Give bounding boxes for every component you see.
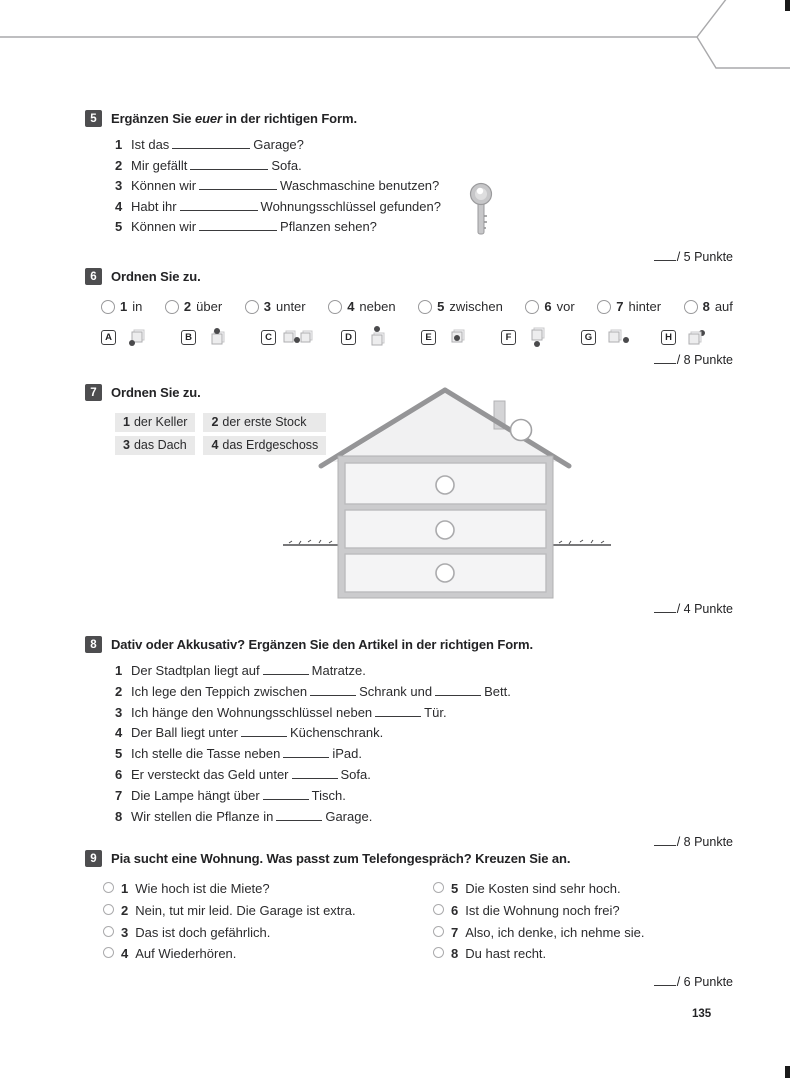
exercise-9 <box>85 850 733 989</box>
preposition-option <box>597 299 661 314</box>
picture-letter: D <box>341 330 356 345</box>
item-number: 2 <box>121 902 129 918</box>
item-number: 7 <box>451 924 459 940</box>
chip-label: der Keller <box>133 415 188 429</box>
points-label: / 8 Punkte <box>676 835 733 850</box>
preposition-pictures <box>101 326 733 348</box>
preposition-option <box>418 299 503 314</box>
answer-radio[interactable] <box>684 300 698 314</box>
item-text: Das ist doch gefährlich. <box>135 924 271 940</box>
picture-item <box>261 326 314 348</box>
cube-ball-hinter-icon <box>680 326 714 348</box>
answer-blank[interactable] <box>263 788 309 800</box>
page-number: 135 <box>692 1008 712 1020</box>
chip-number: 1 <box>123 415 130 429</box>
preposition-option <box>328 299 395 314</box>
chip-number: 2 <box>211 415 219 429</box>
item-text: Mir gefällt Sofa. <box>131 157 302 173</box>
score-blank[interactable] <box>654 835 676 846</box>
item-text: Ich stelle die Tasse neben iPad. <box>131 746 363 762</box>
option-label: neben <box>359 299 396 314</box>
answer-blank[interactable] <box>276 809 322 821</box>
answer-circle-dach[interactable] <box>511 420 532 441</box>
cube-ball-neben-icon <box>600 326 634 348</box>
item-text: Wir stellen die Pflanze in Garage. <box>131 808 373 824</box>
item-number: 4 <box>115 198 123 214</box>
item-number: 3 <box>115 178 123 193</box>
item-number: 6 <box>115 766 123 782</box>
exercise-title: Dativ oder Akkusativ? Ergänzen Sie den Artikel in der richtigen Form. <box>111 637 533 652</box>
item-text: Ist das Garage? <box>131 137 304 152</box>
picture-letter: G <box>581 330 596 345</box>
picture-letter: B <box>181 330 196 345</box>
floor-label-chip <box>115 413 195 432</box>
cube-ball-ueber-icon <box>360 326 394 348</box>
choice-item <box>433 922 644 944</box>
item-number: 5 <box>115 219 123 234</box>
item-number: 4 <box>115 725 123 741</box>
option-number: 7 <box>616 299 624 314</box>
item-text: Ich lege den Teppich zwischen Schrank und Bett. <box>131 683 511 699</box>
fill-in-list <box>115 135 733 238</box>
item-number: 1 <box>115 663 123 678</box>
item-number: 5 <box>115 746 123 762</box>
item-number: 1 <box>115 137 123 152</box>
item-text: Nein, tut mir leid. Die Garage ist extra. <box>135 902 356 918</box>
cube-ball-in-icon <box>440 326 474 348</box>
item-number: 4 <box>121 946 129 962</box>
fill-in-item <box>115 786 733 807</box>
answer-blank[interactable] <box>180 199 258 211</box>
chip-number: 4 <box>211 438 219 452</box>
answer-circle-erster-stock[interactable] <box>436 476 454 494</box>
picture-letter: H <box>661 330 676 345</box>
fill-in-item <box>115 176 733 197</box>
option-number: 3 <box>263 299 271 314</box>
item-number: 7 <box>115 787 123 803</box>
picture-item <box>501 326 554 348</box>
chip-label: der erste Stock <box>222 415 307 429</box>
points-line <box>85 353 733 367</box>
answer-blank[interactable] <box>190 158 268 170</box>
exercise-5 <box>85 110 733 264</box>
exercise-number-badge: 5 <box>85 110 102 127</box>
picture-item <box>341 326 394 348</box>
item-number: 8 <box>115 808 123 824</box>
item-number: 5 <box>451 881 459 896</box>
points-label: / 4 Punkte <box>676 602 733 616</box>
fill-in-item <box>115 807 733 828</box>
answer-radio[interactable] <box>165 300 179 314</box>
item-number: 3 <box>115 704 123 720</box>
item-text: Ist die Wohnung noch frei? <box>465 902 620 918</box>
choice-item <box>103 900 433 922</box>
answer-blank[interactable] <box>263 663 309 675</box>
item-text: Er versteckt das Geld unter Sofa. <box>131 766 371 782</box>
picture-item <box>181 326 234 348</box>
choice-item <box>433 900 644 922</box>
choice-item <box>433 943 644 965</box>
answer-radio[interactable] <box>103 947 114 958</box>
score-blank[interactable] <box>654 602 676 613</box>
exercise-number-badge: 8 <box>85 636 102 653</box>
fill-in-item <box>115 682 733 703</box>
fill-in-item <box>115 723 733 744</box>
item-text: Die Kosten sind sehr hoch. <box>465 881 621 896</box>
chip-number: 3 <box>123 438 130 452</box>
answer-radio[interactable] <box>101 300 115 314</box>
picture-letter: A <box>101 330 116 345</box>
fill-in-item <box>115 217 733 238</box>
picture-letter: F <box>501 330 516 345</box>
score-blank[interactable] <box>654 250 676 261</box>
preposition-option <box>101 299 142 314</box>
points-label: / 8 Punkte <box>676 353 733 367</box>
item-text: Die Lampe hängt über Tisch. <box>131 787 346 803</box>
option-number: 1 <box>120 299 128 314</box>
preposition-option <box>245 299 306 314</box>
cropped-glyph-bottom-right <box>785 1066 790 1078</box>
answer-blank[interactable] <box>199 178 277 190</box>
item-number: 1 <box>121 881 129 896</box>
answer-radio[interactable] <box>328 300 342 314</box>
item-text: Also, ich denke, ich nehme sie. <box>465 924 645 940</box>
answer-blank[interactable] <box>292 767 338 779</box>
house-diagram <box>281 386 613 604</box>
exercise-title: Ordnen Sie zu. <box>111 269 201 284</box>
answer-radio[interactable] <box>103 882 114 893</box>
item-number: 2 <box>115 683 123 699</box>
item-number: 8 <box>451 946 459 962</box>
fill-in-item <box>115 661 733 682</box>
exercise-title: Pia sucht eine Wohnung. Was passt zum Telefongespräch? Kreuzen Sie an. <box>111 851 571 866</box>
picture-letter: C <box>261 330 276 345</box>
preposition-option <box>165 299 222 314</box>
exercise-number-badge: 6 <box>85 268 102 285</box>
ex9-right-column <box>433 878 644 965</box>
option-number: 6 <box>544 299 552 314</box>
cube-ball-unter-icon <box>520 326 554 348</box>
picture-item <box>421 326 474 348</box>
item-number: 6 <box>451 902 459 918</box>
chip-label: das Erdgeschoss <box>222 438 319 452</box>
points-line <box>613 602 733 616</box>
points-label: / 5 Punkte <box>676 249 733 264</box>
preposition-option <box>684 299 733 314</box>
option-label: unter <box>275 299 306 314</box>
answer-radio[interactable] <box>433 882 444 893</box>
answer-blank[interactable] <box>283 746 329 758</box>
option-label: zwischen <box>449 299 503 314</box>
option-number: 8 <box>702 299 710 314</box>
fill-in-item <box>115 197 733 218</box>
item-text: Wie hoch ist die Miete? <box>135 881 270 896</box>
fill-in-item <box>115 744 733 765</box>
points-label: / 6 Punkte <box>676 975 733 990</box>
item-text: Ich hänge den Wohnungsschlüssel neben Tür. <box>131 704 447 720</box>
choice-item <box>433 878 644 900</box>
answer-radio[interactable] <box>597 300 611 314</box>
item-number: 3 <box>121 924 129 940</box>
answer-radio[interactable] <box>418 300 432 314</box>
answer-radio[interactable] <box>103 926 114 937</box>
option-label: in <box>132 299 143 314</box>
answer-blank[interactable] <box>199 219 277 231</box>
cube-ball-vor-icon <box>120 326 154 348</box>
choice-item <box>103 878 433 900</box>
option-label: hinter <box>628 299 662 314</box>
ex9-left-column <box>103 878 433 965</box>
fill-in-list <box>115 661 733 827</box>
cropped-glyph-top-right <box>785 0 790 11</box>
answer-radio[interactable] <box>245 300 259 314</box>
score-blank[interactable] <box>654 353 676 364</box>
picture-letter: E <box>421 330 436 345</box>
item-text: Habt ihr Wohnungsschlüssel gefunden? <box>131 198 441 214</box>
points-line <box>85 975 733 989</box>
answer-blank[interactable] <box>435 684 481 696</box>
exercise-number-badge: 9 <box>85 850 102 867</box>
fill-in-item <box>115 135 733 156</box>
page-top-divider <box>0 0 790 80</box>
answer-blank[interactable] <box>375 705 421 717</box>
picture-item <box>101 326 154 348</box>
item-number: 2 <box>115 157 123 173</box>
fill-in-item <box>115 703 733 724</box>
fill-in-item <box>115 765 733 786</box>
answer-radio[interactable] <box>433 926 444 937</box>
answer-circle-keller[interactable] <box>436 564 454 582</box>
chip-label: das Dach <box>133 438 187 452</box>
option-number: 4 <box>347 299 355 314</box>
answer-radio[interactable] <box>433 947 444 958</box>
fill-in-item <box>115 156 733 177</box>
exercise-title: Ergänzen Sie euer in der richtigen Form. <box>111 111 357 126</box>
answer-radio[interactable] <box>103 904 114 915</box>
score-blank[interactable] <box>654 975 676 986</box>
answer-blank[interactable] <box>310 684 356 696</box>
item-text: Du hast recht. <box>465 946 547 962</box>
exercise-8 <box>85 636 733 849</box>
answer-radio[interactable] <box>525 300 539 314</box>
option-label: vor <box>556 299 575 314</box>
answer-circle-erdgeschoss[interactable] <box>436 521 454 539</box>
cube-ball-auf-icon <box>200 326 234 348</box>
option-number: 5 <box>437 299 445 314</box>
item-text: Der Stadtplan liegt auf Matratze. <box>131 663 366 678</box>
preposition-options <box>101 299 733 314</box>
answer-radio[interactable] <box>433 904 444 915</box>
preposition-option <box>525 299 574 314</box>
picture-item <box>581 326 634 348</box>
item-text: Der Ball liegt unter Küchenschrank. <box>131 725 384 741</box>
option-label: über <box>196 299 223 314</box>
choice-item <box>103 943 433 965</box>
cube-ball-zwischen-icon <box>280 326 314 348</box>
exercise-number-badge: 7 <box>85 384 102 401</box>
answer-blank[interactable] <box>172 137 250 149</box>
option-label: auf <box>714 299 733 314</box>
picture-item <box>661 326 714 348</box>
item-text: Auf Wiederhören. <box>135 946 237 962</box>
choice-item <box>103 922 433 944</box>
exercise-6 <box>85 268 733 367</box>
points-line <box>85 835 733 849</box>
option-number: 2 <box>183 299 192 314</box>
key-icon <box>468 182 494 238</box>
exercise-title: Ordnen Sie zu. <box>111 385 201 400</box>
points-line <box>85 250 733 264</box>
floor-label-chip <box>115 436 195 455</box>
answer-blank[interactable] <box>241 725 287 737</box>
exercise-7 <box>85 384 733 619</box>
item-text: Können wir Pflanzen sehen? <box>131 219 377 234</box>
item-text: Können wir Waschmaschine benutzen? <box>131 178 440 193</box>
